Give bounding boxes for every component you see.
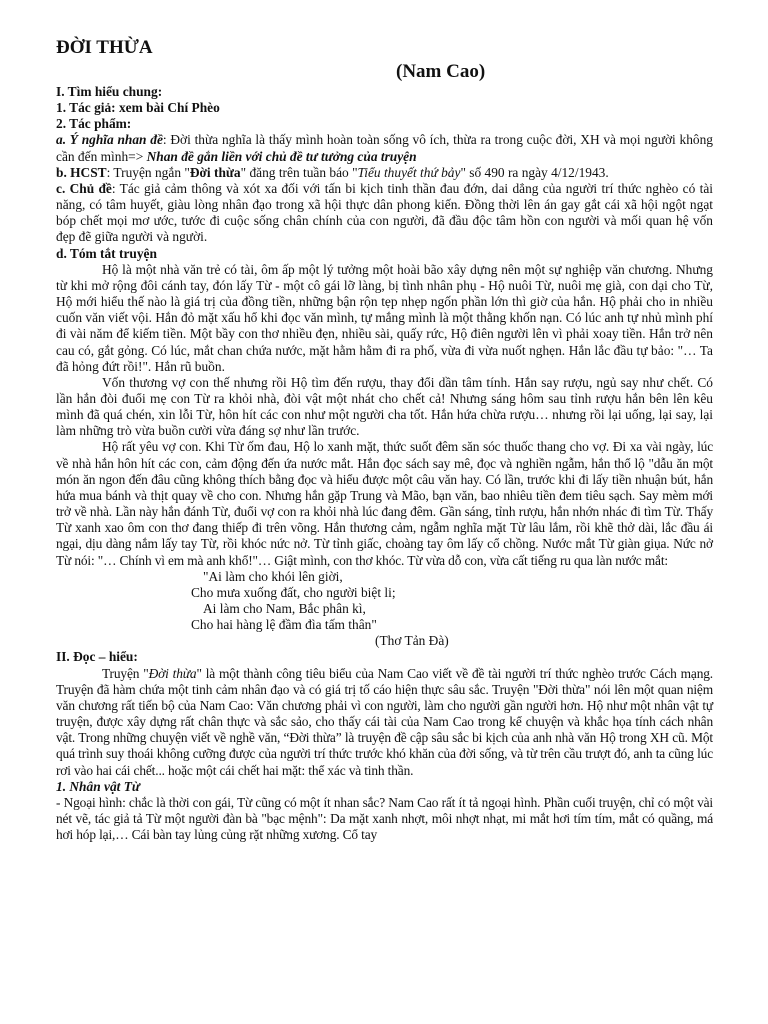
- document-title: ĐỜI THỪA: [56, 37, 153, 58]
- inline-text: " là một thành công tiêu biểu của Nam Cao viết về đề tài người trí thức nghèo trước Cách mạng. Truyện đã hàm chứa một tinh cảm nhân đạo và có giá trị tố cáo hiện thực sâu sắc. Truyện "Đời thừa" nói lên một quan niệm văn chương rất tiến bộ của Nam Cao: Văn chương phải vì con người, làm cho người gần người hơn. Hộ như một nhân vật tự truyện, được xây dựng rất chân thực và sắc sảo, cho thấy cái tài của Nam Cao trong kể chuyện và khắc họa tính cách nhân vật. Trong những chuyện viết về nghề văn, “Đời thừa” là truyện đề cập sâu sắc bi kịch của anh nhà văn Hộ trong XH cũ. Một quá trình suy thoái không cưỡng được của người trí thức trước khó khăn của đời sống, và từ trên cầu trượt đó, anh ta cũng lúc rơi vào hai cái chết... hoặc một cái chết hai mặt: thể xác và tinh thần.: [56, 665, 713, 778]
- inline-label: c. Chủ đề: [56, 180, 112, 196]
- inline-text: " số 490 ra ngày 4/12/1943.: [460, 164, 609, 180]
- analysis-paragraph: [56, 666, 713, 779]
- inline-emphasis: Đời thừa: [189, 164, 241, 180]
- poem-line: Ai làm cho Nam, Bắc phân kì,: [203, 601, 366, 616]
- section-heading: II. Đọc – hiểu:: [56, 649, 138, 665]
- paragraph-theme: [56, 181, 713, 246]
- document-subtitle: (Nam Cao): [396, 61, 486, 82]
- inline-text: : Đời thừa nghĩa là thấy mình hoàn toàn sống vô ích, thừa ra trong cuộc đời, XH và mọi người không cần đến mình=>: [56, 132, 713, 164]
- inline-italic: Tiểu thuyết thứ bảy: [357, 164, 461, 180]
- section-heading: I. Tìm hiểu chung:: [56, 84, 163, 99]
- document-page: [56, 36, 713, 843]
- summary-paragraph: Vốn thương vợ con thế nhưng rồi Hộ tìm đến rượu, thay đổi dần tâm tính. Hắn say rượu, ngủ say như chết. Có lần hắn đòi đuổi mẹ con Từ ra khỏi nhà, đòi vật một nhát cho chết cả! Nhưng sáng hôm sau tỉnh rượu hắn bên lên kêu mình đã quá chén, xin lỗi Từ, hôn hít các con như một người cha tốt. Hắn hứa chừa rượu… nhưng rồi lại uống, lại say, lại làm những trò vừa buồn cười vừa đáng sợ như lần trước.: [56, 374, 713, 439]
- poem-line: Cho mưa xuống đất, cho người biệt li;: [191, 584, 396, 600]
- poem-line: Cho hai hàng lệ đầm đìa tấm thân": [191, 617, 377, 633]
- item-heading: d. Tóm tắt truyện: [56, 245, 157, 261]
- inline-label: b. HCST: [56, 164, 107, 180]
- inline-text: : Tác giả cảm thông và xót xa đối với tấn bi kịch tinh thần đau đớn, dai dẳng của người trí thức nghèo có tài năng, có tâm huyết, giàu lòng nhân đạo trong xã hội thực dân phong kiến. Đồng thời lên án gay gắt cái xã hội ngột ngạt bóp chết mọi mơ ước, tước đi cuộc sống chân chính của con người, đã đầu độc tâm hồn con người và mối quan hệ vốn đẹp đẽ giữa người và người.: [56, 180, 713, 245]
- item-heading: 2. Tác phẩm:: [56, 116, 132, 132]
- inline-emphasis: Nhan đề gắn liền với chủ đề tư tưởng của truyện: [146, 148, 417, 164]
- paragraph-hcst: [56, 165, 713, 181]
- poem-line: "Ai làm cho khói lên giời,: [203, 568, 343, 584]
- subsection-heading: 1. Nhân vật Từ: [56, 778, 140, 794]
- inline-text: : Truyện ngắn ": [106, 164, 190, 180]
- summary-paragraph: Hộ là một nhà văn trẻ có tài, ôm ấp một lý tưởng một hoài bão xây dựng nên một sự nghiệp văn chương. Nhưng từ khi mở rộng đôi cánh tay, đón lấy Từ - một cô gái lỡ làng, bị tình nhân phụ - Hộ nuôi Từ, nuôi mẹ già, con dại cho Từ, Hộ mới hiểu thế nào là giá trị của đồng tiền, những bận rộn tẹp nhẹp ngốn phần lớn thì giờ của hắn. Hộ phải cho in nhiều cuốn văn viết vội. Hắn đỏ mặt xấu hổ khi đọc văn mình, tự mắng mình là một thằng khốn nạn. Có lúc anh tự nhủ mình phí đi vài năm để kiếm tiền. Một bầy con thơ nhiều đẹn, nhiều sài, quấy rức, Hộ điên người lên vì phải xoay tiền. Hắn trở nên cau có, gắt gỏng. Có lúc, mắt chan chứa nước, mặt hằm hằm đi ra phố, vừa đi vừa nuốt nghẹn. Hắn lắc đầu tự bảo: "… Ta đã hỏng đứt rồi!". Hắn rũ buồn.: [56, 261, 713, 374]
- inline-text: Truyện ": [102, 665, 149, 681]
- paragraph-title-meaning: [56, 132, 713, 164]
- inline-italic: Đời thừa: [148, 665, 197, 681]
- poem-block: [56, 569, 713, 650]
- inline-text: " đăng trên tuần báo ": [240, 164, 358, 180]
- poem-source: (Thơ Tản Đà): [375, 633, 449, 649]
- analysis-paragraph: - Ngoại hình: chắc là thời con gái, Từ cũng có một ít nhan sắc? Nam Cao rất ít tả ngoại hình. Phần cuối truyện, chỉ có một vài nét vẽ, tác giả tả Từ một người đàn bà "bạc mệnh": Da mặt xanh nhợt, môi nhợt nhạt, mi mắt hơi tím tím, mắt có quầng, má hơi hóp lại,… Cái bàn tay lủng củng rặt những xương. Cổ tay: [56, 794, 713, 843]
- item-heading: 1. Tác giả: xem bài Chí Phèo: [56, 100, 220, 116]
- inline-label: a. Ý nghĩa nhan đề: [56, 132, 163, 148]
- summary-paragraph: Hộ rất yêu vợ con. Khi Từ ốm đau, Hộ lo xanh mặt, thức suốt đêm săn sóc thuốc thang cho vợ. Đi xa vài ngày, lúc về nhà hắn hôn hít các con, cảm động đến ứa nước mắt. Hắn đọc sách say mê, đọc và nghiền ngẫm, hắn thổ lộ "dẫu ăn một món ăn ngon đến đâu cũng không thích bằng đọc và hiểu được một câu văn hay. Có lần, trước khi đi lấy tiền nhuận bút, hắn hứa mua bánh và thịt quay về cho con. Nhưng hắn gặp Trung và Mão, bạn văn, bao nhiêu tiền đem tiêu sạch. Say mèm mới trở về nhà. Lần này hắn đánh Từ, đuổi vợ con ra khỏi nhà lúc đang đêm. Gần sáng, tỉnh rượu, hắn nhớn nhác đi tìm Từ. Thấy Từ xanh xao ôm con thơ đang thiếp đi trên võng. Hắn thương cảm, ngẫm nghĩa mặt Từ lâu lắm, rồi khẽ thở dài, lắc đầu ái ngại, dịu dàng nắm lấy tay Từ, rồi khóc nức nở. Từ tỉnh giấc, choàng tay ôm lấy cổ chồng. Nước mắt Từ giàn giụa. Nức nở Từ nói: "… Chính vì em mà anh khổ!"… Giật mình, con thơ khóc. Từ vừa dỗ con, vừa cất tiếng ru qua làn nước mắt:: [56, 439, 713, 568]
